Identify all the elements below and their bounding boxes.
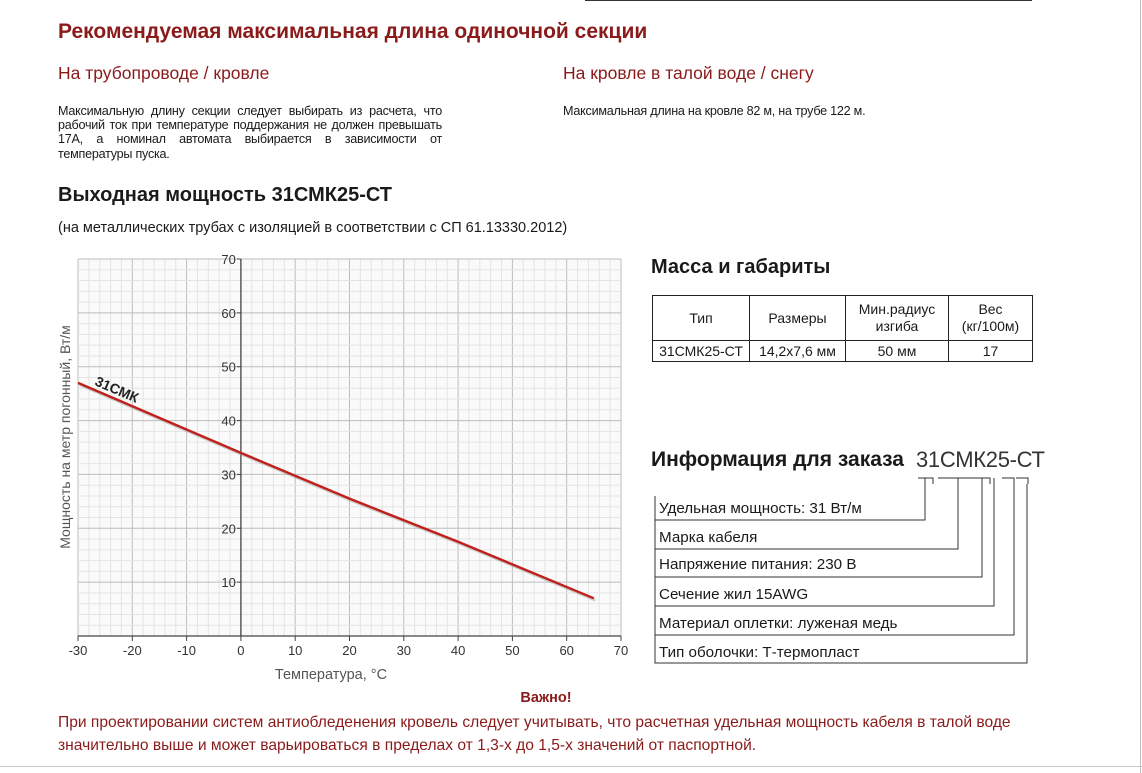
y-tick-label: 70 <box>221 252 236 267</box>
x-tick-label: 50 <box>505 643 520 658</box>
col-size: Размеры <box>750 296 846 341</box>
x-tick-label: -30 <box>68 643 88 658</box>
important-heading: Важно! <box>520 690 572 706</box>
max-length-description: Максимальную длину секции следует выбирать из расчета, что рабочий ток при температуре поддержания не должен превышать 17А, а номинал автомата выбирается в зависимости от температуры пуска. <box>58 104 442 161</box>
order-item-power: Удельная мощность: 31 Вт/м <box>659 500 862 517</box>
order-item-conductor: Сечение жил 15AWG <box>659 586 809 603</box>
order-item-brand: Марка кабеля <box>659 529 758 546</box>
important-text: При проектировании систем антиобледенения кровель следует учитывать, что расчетная удельная мощность кабеля в талой воде значительно выше и может варьироваться в пределах от 1,3-х до 1,5-х значений от паспортной. <box>58 714 1011 754</box>
cell-weight: 17 <box>949 341 1033 362</box>
order-item-jacket: Тип оболочки: Т-термопласт <box>659 644 860 661</box>
chart-xlabel: Температура, °С <box>274 667 388 683</box>
x-tick-label: 30 <box>396 643 412 658</box>
y-tick-label: 40 <box>221 413 236 429</box>
order-item-braid: Материал оплетки: луженая медь <box>659 615 898 632</box>
y-tick-label: 50 <box>221 359 236 375</box>
subtitle-pipe-roof: На трубопроводе / кровле <box>58 63 270 83</box>
y-tick-label: 20 <box>221 521 236 537</box>
x-tick-label: 20 <box>342 643 357 658</box>
subtitle-melt-water: На кровле в талой воде / снегу <box>563 63 814 83</box>
x-tick-label: 0 <box>237 643 245 658</box>
x-tick-label: 60 <box>559 643 574 658</box>
x-tick-label: 70 <box>613 643 629 658</box>
order-title: Информация для заказа <box>651 448 904 471</box>
section-title: Рекомендуемая максимальная длина одиночной секции <box>58 20 648 43</box>
cell-size: 14,2х7,6 мм <box>750 341 846 362</box>
y-tick-label: 10 <box>221 575 236 591</box>
col-weight: Вес (кг/100м) <box>949 296 1033 341</box>
max-length-values: Максимальная длина на кровле 82 м, на трубе 122 м. <box>563 104 866 118</box>
order-code: 31СМК25-СТ <box>916 447 1045 472</box>
x-tick-label: 10 <box>287 643 303 658</box>
bottom-rule <box>0 766 1142 767</box>
chart-ylabel: Мощность на метр погонный, Вт/м <box>57 325 73 549</box>
y-tick-label: 30 <box>221 467 236 483</box>
series-label: 31СМК <box>92 372 142 406</box>
x-tick-label: -20 <box>122 643 142 658</box>
power-title: Выходная мощность 31СМК25-СТ <box>58 184 393 206</box>
y-tick-label: 60 <box>221 305 236 321</box>
cell-radius: 50 мм <box>846 341 949 362</box>
cell-type: 31СМК25-СТ <box>653 341 750 362</box>
mass-title: Масса и габариты <box>651 256 831 278</box>
col-radius: Мин.радиус изгиба <box>846 296 949 341</box>
x-tick-label: -10 <box>177 643 196 658</box>
col-type: Тип <box>653 296 750 341</box>
x-tick-label: 40 <box>450 643 466 658</box>
order-item-voltage: Напряжение питания: 230 В <box>659 556 857 573</box>
power-note: (на металлических трубах с изоляцией в соответствии с СП 61.13330.2012) <box>58 220 568 236</box>
